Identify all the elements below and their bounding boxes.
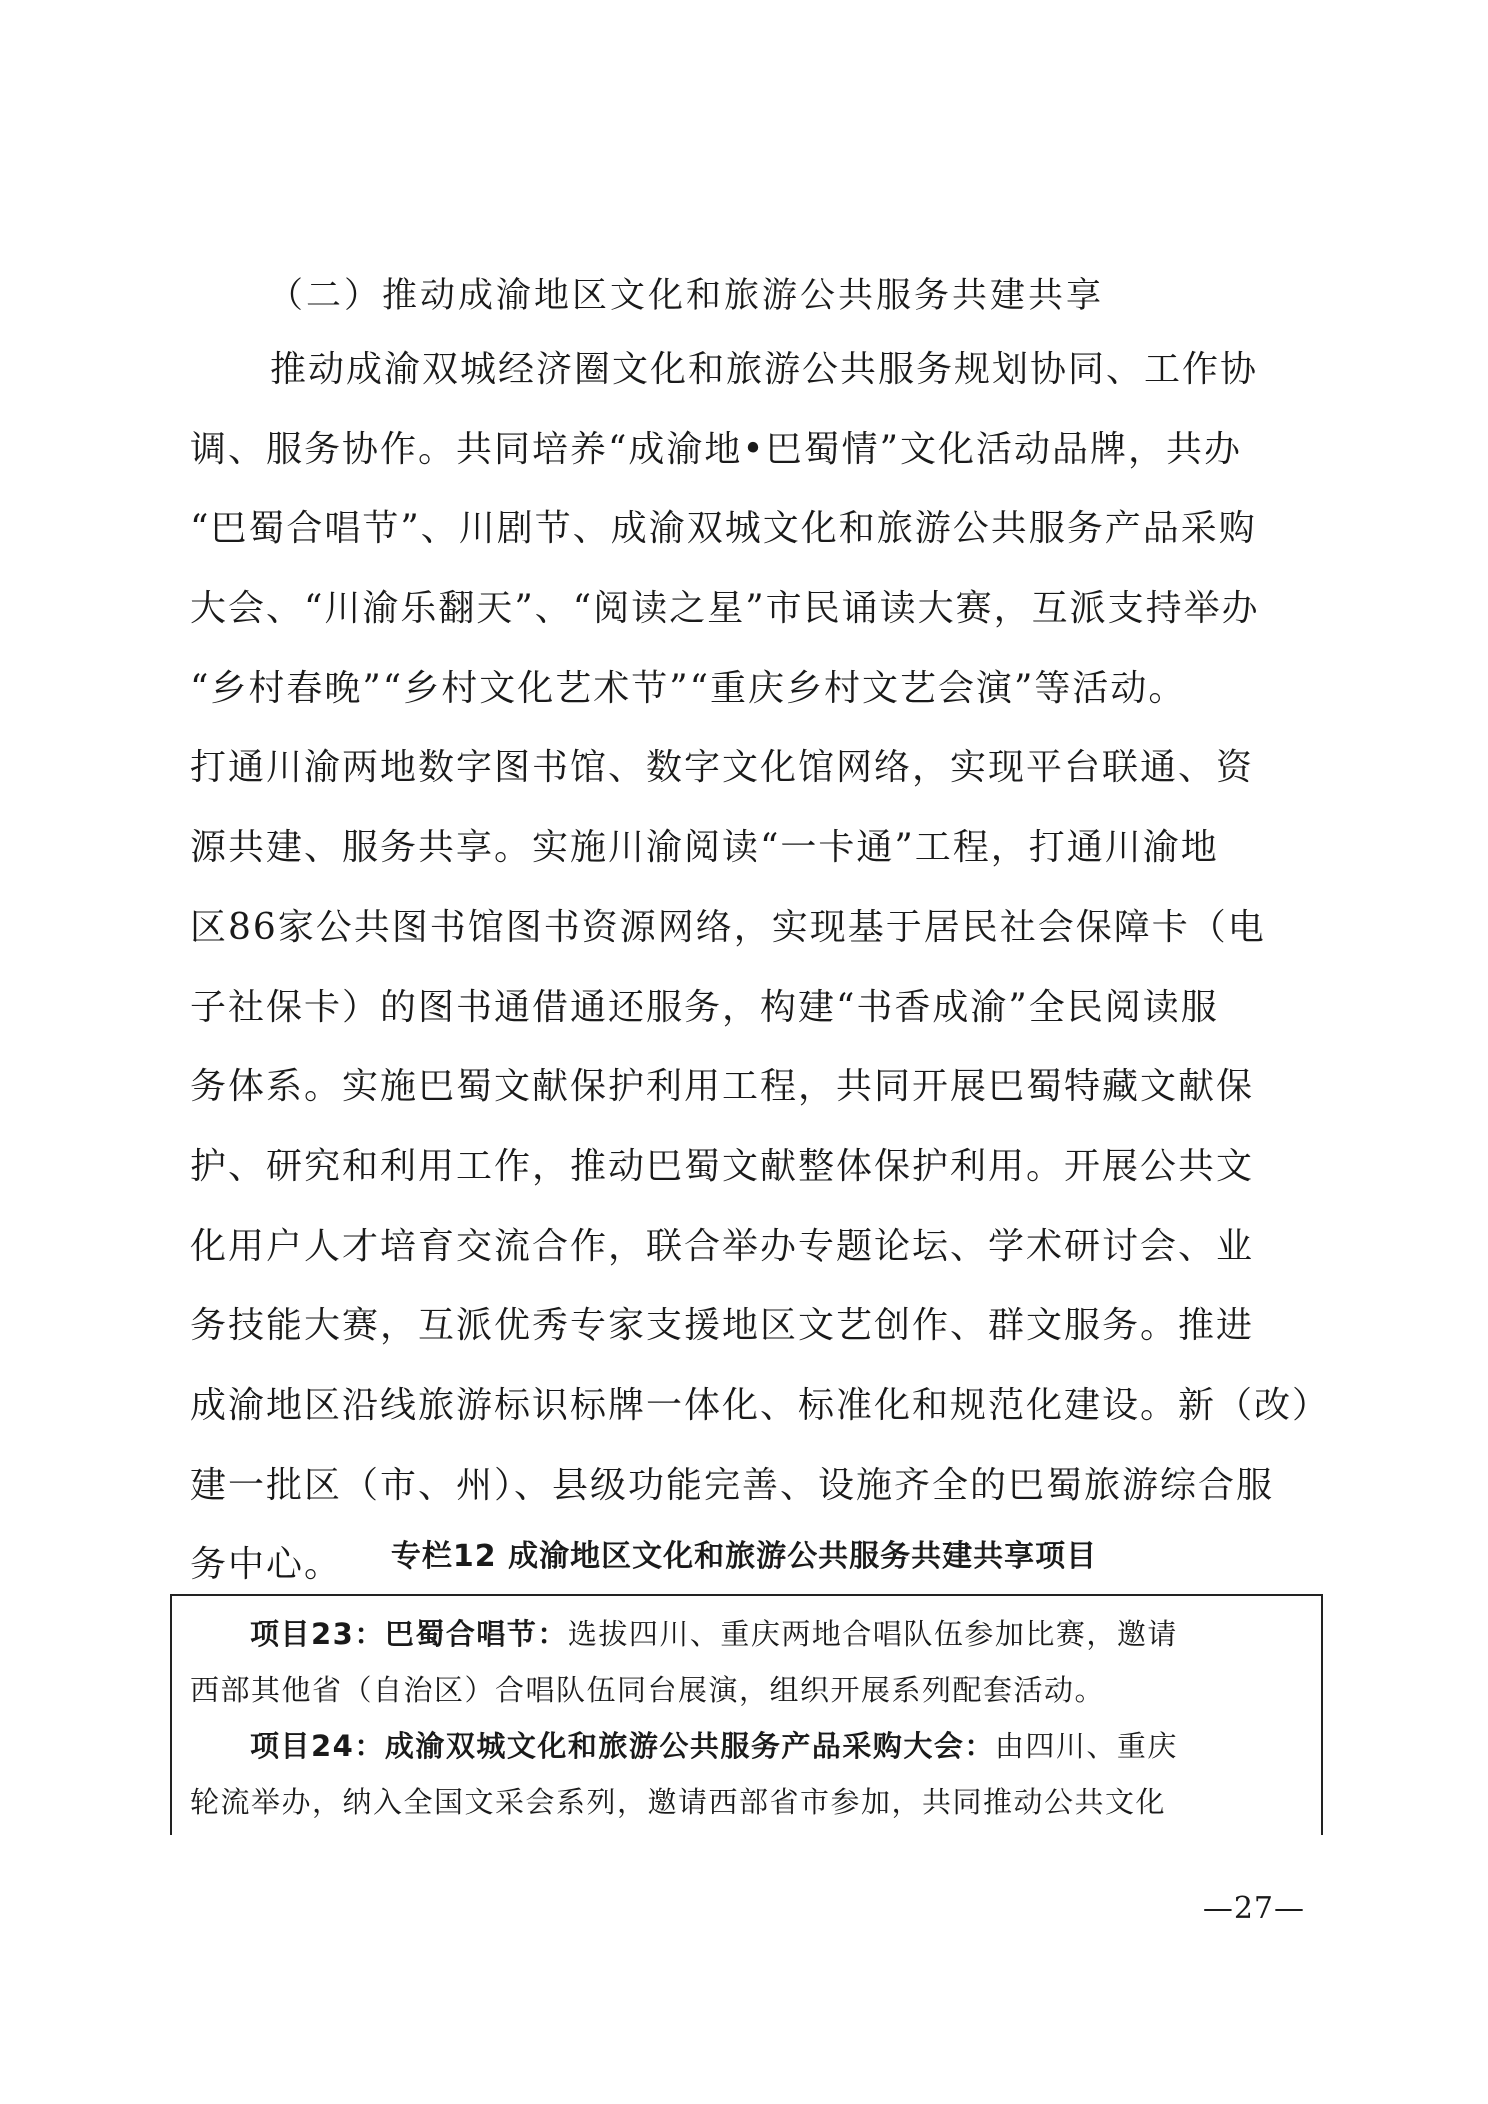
column-item-text: 选拔四川、重庆两地合唱队伍参加比赛，邀请 (567, 1617, 1178, 1651)
column-item-line: 轮流举办，纳入全国文采会系列，邀请西部省市参加，共同推动公共文化 (190, 1785, 1167, 1819)
column-box (170, 1594, 1323, 1835)
column-item-line: 西部其他省（自治区）合唱队伍同台展演，组织开展系列配套活动。 (190, 1673, 1106, 1707)
paragraph-line: 源共建、服务共享。实施川渝阅读“一卡通”工程，打通川渝地 (190, 827, 1219, 869)
paragraph-line: 区86家公共图书馆图书资源网络，实现基于居民社会保障卡（电 (190, 906, 1266, 948)
paragraph-line: 大会、“川渝乐翻天”、“阅读之星”市民诵读大赛，互派支持举办 (190, 588, 1260, 630)
paragraph-line: 建一批区（市、州）、县级功能完善、设施齐全的巴蜀旅游综合服 (190, 1464, 1275, 1506)
paragraph-line: 打通川渝两地数字图书馆、数字文化馆网络，实现平台联通、资 (190, 747, 1255, 789)
section-paragraph (190, 345, 1331, 1620)
paragraph-line: 务中心。 (190, 1544, 343, 1586)
section-heading: （二）推动成渝地区文化和旅游公共服务共建共享 (268, 276, 1105, 316)
paragraph-line: “巴蜀合唱节”、川剧节、成渝双城文化和旅游公共服务产品采购 (190, 508, 1257, 550)
column-title: 专栏12 成渝地区文化和旅游公共服务共建共享项目 (390, 1539, 1098, 1574)
column-item-label: 项目24：成渝双城文化和旅游公共服务产品采购大会： (250, 1729, 995, 1763)
paragraph-line: 务技能大赛，互派优秀专家支援地区文艺创作、群文服务。推进 (190, 1305, 1255, 1347)
column-item-label: 项目23：巴蜀合唱节： (250, 1617, 568, 1651)
paragraph-line: “乡村春晚”“乡村文化艺术节”“重庆乡村文艺会演”等活动。 (190, 667, 1187, 709)
paragraph-line: 护、研究和利用工作，推动巴蜀文献整体保护利用。开展公共文 (190, 1145, 1255, 1187)
paragraph-line: 子社保卡）的图书通借通还服务，构建“书香成渝”全民阅读服 (190, 986, 1219, 1028)
paragraph-line: 化用户人才培育交流合作，联合举办专题论坛、学术研讨会、业 (190, 1225, 1255, 1267)
column-item-text: 由四川、重庆 (994, 1729, 1178, 1763)
paragraph-line: 务体系。实施巴蜀文献保护利用工程，共同开展巴蜀特藏文献保 (190, 1066, 1255, 1108)
paragraph-line: 成渝地区沿线旅游标识标牌一体化、标准化和规范化建设。新（改） (190, 1384, 1331, 1426)
paragraph-line: 调、服务协作。共同培养“成渝地•巴蜀情”文化活动品牌，共办 (190, 428, 1243, 470)
column-item-line (190, 1726, 1303, 1766)
column-item-line (190, 1614, 1303, 1654)
paragraph-line: 推动成渝双城经济圈文化和旅游公共服务规划协同、工作协 (270, 349, 1259, 390)
page-number: —27— (1202, 1891, 1305, 1926)
